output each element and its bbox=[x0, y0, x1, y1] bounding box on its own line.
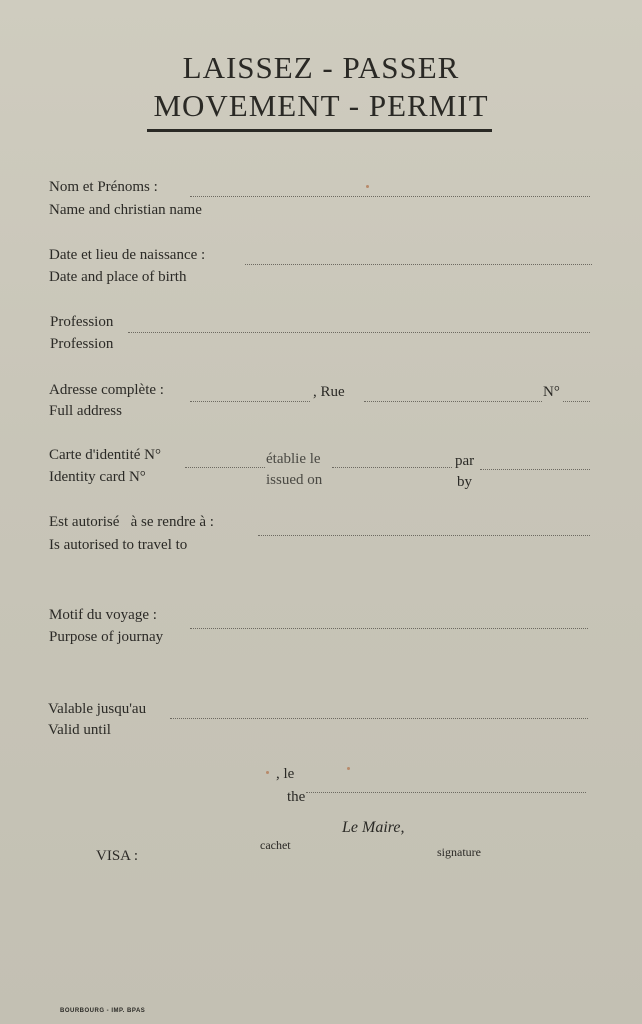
paper-speck bbox=[347, 767, 350, 770]
title-underline bbox=[147, 129, 492, 132]
paper-speck bbox=[366, 185, 369, 188]
motive-field[interactable] bbox=[190, 628, 588, 629]
valid-until-field[interactable] bbox=[170, 718, 588, 719]
motive-label-en: Purpose of journay bbox=[49, 629, 164, 645]
id-issued-date-field[interactable] bbox=[332, 467, 452, 468]
profession-label-en: Profession bbox=[50, 336, 114, 352]
form-title-english: MOVEMENT - PERMIT bbox=[153, 88, 489, 123]
id-label-en: Identity card N° bbox=[49, 469, 146, 485]
id-issued-label-en: issued on bbox=[266, 472, 323, 488]
date-label-en: the bbox=[287, 789, 306, 805]
date-label-fr: , le bbox=[276, 766, 295, 782]
id-by-label-en: by bbox=[457, 474, 472, 490]
address-number-label: N° bbox=[543, 384, 560, 400]
name-field[interactable] bbox=[190, 196, 590, 197]
id-issued-label-fr: établie le bbox=[266, 451, 321, 467]
name-label-en: Name and christian name bbox=[49, 202, 202, 218]
travel-label-fr: Est autorisé à se rendre à : bbox=[49, 514, 214, 530]
signing-date-field[interactable] bbox=[306, 792, 586, 793]
printer-imprint: BOURBOURG - IMP. BPAS bbox=[60, 1008, 146, 1014]
birth-label-en: Date and place of birth bbox=[49, 269, 187, 285]
profession-label-fr: Profession bbox=[50, 314, 114, 330]
visa-label: VISA : bbox=[96, 848, 139, 864]
address-town-field[interactable] bbox=[190, 401, 310, 402]
name-label-fr: Nom et Prénoms : bbox=[49, 179, 158, 195]
address-street-field[interactable] bbox=[364, 401, 542, 402]
destination-field[interactable] bbox=[258, 535, 590, 536]
travel-label-en: Is autorised to travel to bbox=[49, 537, 188, 553]
id-authority-field[interactable] bbox=[480, 469, 590, 470]
valid-label-en: Valid until bbox=[48, 722, 111, 738]
id-by-label-fr: par bbox=[455, 453, 475, 469]
paper-speck bbox=[266, 771, 269, 774]
motive-label-fr: Motif du voyage : bbox=[49, 607, 157, 623]
address-label-en: Full address bbox=[49, 403, 122, 419]
address-rue-label: , Rue bbox=[313, 384, 345, 400]
cachet-label: cachet bbox=[260, 838, 291, 852]
address-label-fr: Adresse complète : bbox=[49, 382, 164, 398]
address-number-field[interactable] bbox=[563, 401, 590, 402]
mayor-label: Le Maire, bbox=[342, 819, 405, 836]
profession-field[interactable] bbox=[128, 332, 590, 333]
id-number-field[interactable] bbox=[185, 467, 265, 468]
valid-label-fr: Valable jusqu'au bbox=[48, 701, 147, 717]
form-title-french: LAISSEZ - PASSER bbox=[182, 50, 460, 85]
signature-label: signature bbox=[437, 845, 481, 859]
birth-field[interactable] bbox=[245, 264, 592, 265]
birth-label-fr: Date et lieu de naissance : bbox=[49, 247, 206, 263]
id-label-fr: Carte d'identité N° bbox=[49, 447, 162, 463]
